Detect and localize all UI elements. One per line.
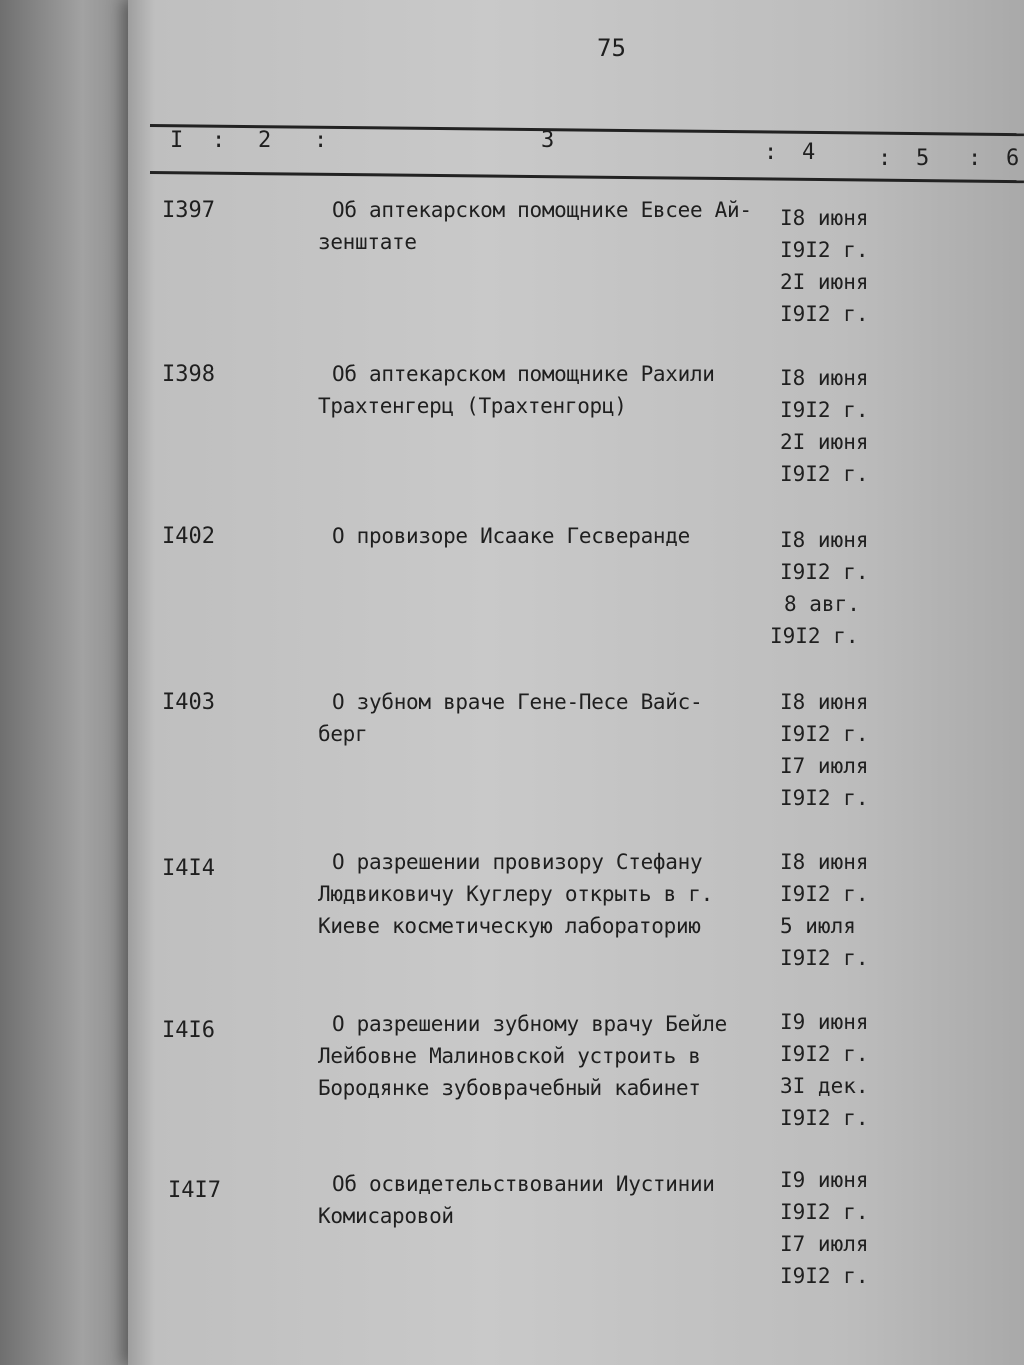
entry-dates <box>780 846 900 974</box>
column-header-5: 5 <box>916 146 930 171</box>
entry-number: I4I7 <box>168 1178 221 1203</box>
date-end-year: I9I2 г. <box>770 624 859 648</box>
entry-number: I403 <box>162 690 215 715</box>
entry-title: О разрешении зубному врачу Бейле Лейбовне Малиновской устроить в Бородянке зубоврачебный кабинет <box>318 1012 727 1100</box>
date-start-year: I9I2 г. <box>780 882 869 906</box>
date-start-day: I8 июня <box>780 366 869 390</box>
date-start-year: I9I2 г. <box>780 1200 869 1224</box>
column-header-2: 2 <box>258 128 272 153</box>
date-end-year: I9I2 г. <box>780 462 869 486</box>
entry-dates <box>780 362 900 490</box>
date-end-day: 3I дек. <box>780 1074 869 1098</box>
entry-title: Об аптекарском помощнике Рахили Трахтенгерц (Трахтенгорц) <box>318 362 715 418</box>
date-start-year: I9I2 г. <box>780 1042 869 1066</box>
column-header-4: 4 <box>802 140 816 165</box>
column-header-3: 3 <box>541 128 555 153</box>
entry-number: I4I4 <box>162 856 215 881</box>
entry-number: I398 <box>162 362 215 387</box>
date-end-year: I9I2 г. <box>780 946 869 970</box>
date-start-year: I9I2 г. <box>780 722 869 746</box>
date-end-year: I9I2 г. <box>780 786 869 810</box>
date-end-day: 2I июня <box>780 270 869 294</box>
entry-dates <box>780 202 900 330</box>
entry-dates <box>780 686 900 814</box>
date-end-day: 8 авг. <box>784 592 860 616</box>
column-header-6: 6 <box>1006 146 1020 171</box>
date-start-day: I8 июня <box>780 850 869 874</box>
date-end-day: 2I июня <box>780 430 869 454</box>
page-number: 75 <box>597 34 626 62</box>
entry-dates <box>770 524 900 652</box>
date-end-year: I9I2 г. <box>780 1106 869 1130</box>
date-start-day: I8 июня <box>780 690 869 714</box>
column-separator-5: : <box>968 146 982 171</box>
entry-number: I397 <box>162 198 215 223</box>
entry-title: О провизоре Исааке Гесверанде <box>332 524 690 548</box>
date-start-year: I9I2 г. <box>780 398 869 422</box>
entry-title: О разрешении провизору Стефану Людвиковичу Куглеру открыть в г. Киеве косметическую лабораторию <box>318 850 713 938</box>
date-start-year: I9I2 г. <box>780 238 869 262</box>
date-end-day: 5 июля <box>780 914 856 938</box>
column-separator-2: : <box>314 128 328 153</box>
date-end-year: I9I2 г. <box>780 1264 869 1288</box>
entry-dates <box>780 1164 900 1292</box>
column-separator-4: : <box>878 146 892 171</box>
date-start-day: I9 июня <box>780 1010 869 1034</box>
entry-title: Об освидетельствовании Иустинии Комисаровой <box>318 1172 715 1228</box>
date-end-day: I7 июля <box>780 754 869 778</box>
date-start-day: I8 июня <box>780 528 869 552</box>
column-separator-1: : <box>212 128 226 153</box>
entry-number: I402 <box>162 524 215 549</box>
date-start-day: I9 июня <box>780 1168 869 1192</box>
entry-number: I4I6 <box>162 1018 215 1043</box>
entry-title: О зубном враче Гене-Песе Вайс- берг <box>318 690 703 746</box>
column-header-1: I <box>170 128 184 153</box>
date-end-day: I7 июля <box>780 1232 869 1256</box>
entry-dates <box>780 1006 900 1134</box>
entry-title: Об аптекарском помощнике Евсее Ай- зенштате <box>318 198 752 254</box>
column-separator-3: : <box>764 140 778 165</box>
date-end-year: I9I2 г. <box>780 302 869 326</box>
date-start-day: I8 июня <box>780 206 869 230</box>
date-start-year: I9I2 г. <box>780 560 869 584</box>
